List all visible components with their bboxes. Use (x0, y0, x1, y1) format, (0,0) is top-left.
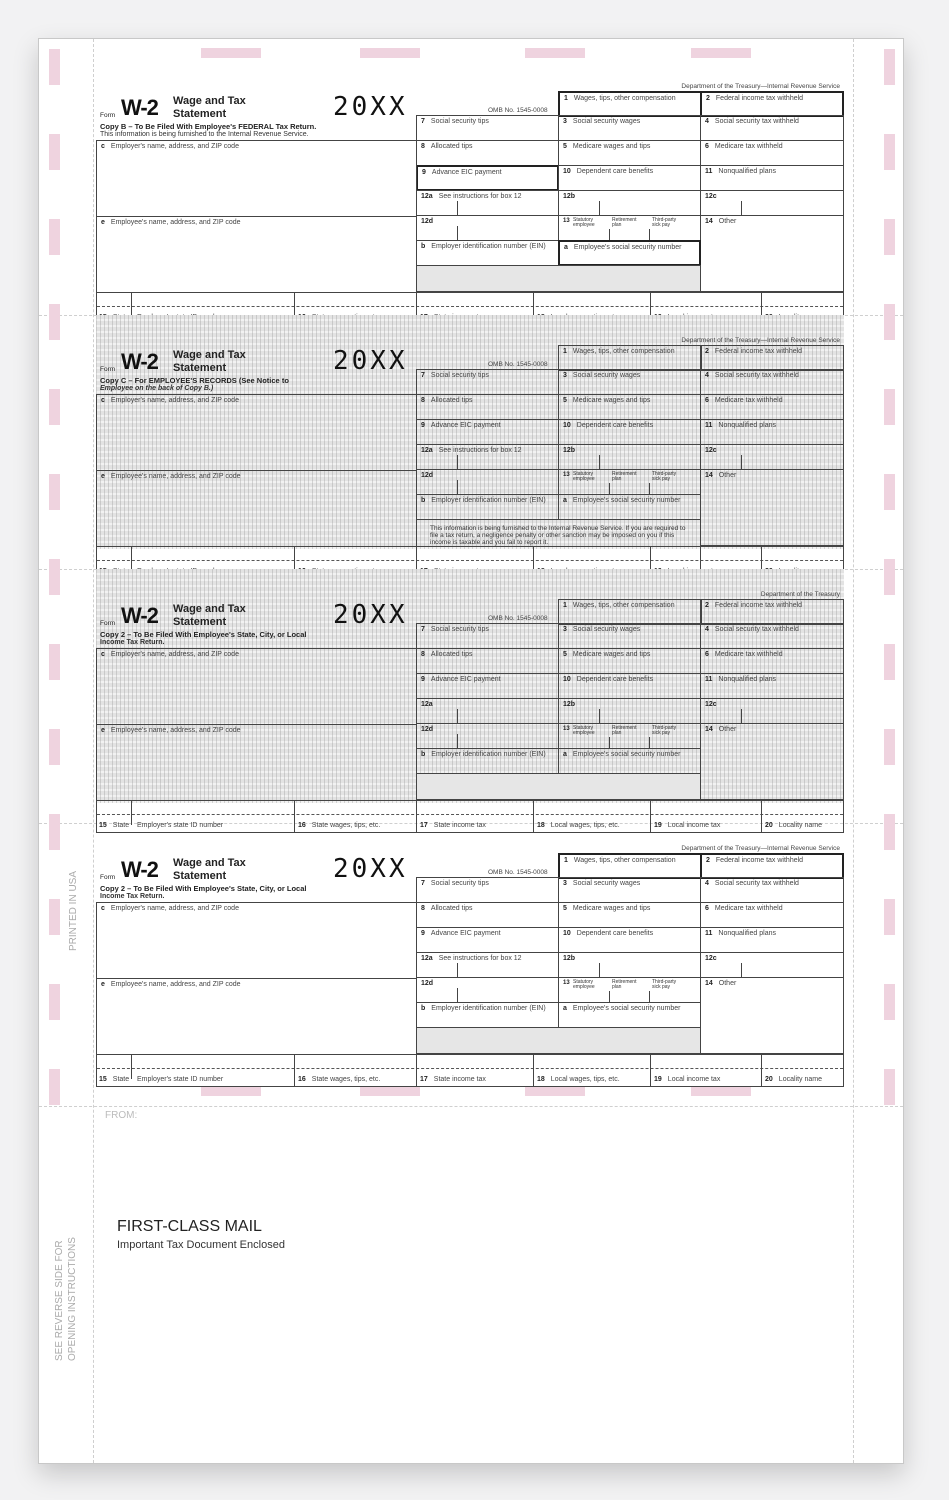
form-title-line1: Wage and Tax (173, 857, 246, 869)
form-title-line2: Statement (173, 870, 227, 882)
box-20-locality[interactable]: 20 Locality name (765, 822, 822, 829)
left-perforation (93, 39, 94, 1463)
box-e-employee-name[interactable]: e Employee's name, address, and ZIP code (96, 724, 417, 801)
box-9-advance-eic[interactable]: 9 Advance EIC payment (416, 927, 559, 953)
box-10-dependent-care[interactable]: 10 Dependent care benefits (558, 927, 701, 953)
department-of-treasury: Department of the Treasury (760, 591, 840, 598)
box-12c[interactable]: 12c (700, 698, 844, 724)
box-15-state-id[interactable]: Employer's state ID number (137, 822, 224, 829)
w2-form-copy (96, 563, 844, 829)
box-1-wages[interactable]: 1 Wages, tips, other compensation (558, 91, 702, 117)
box-4-ss-tax[interactable]: 4 Social security tax withheld (700, 623, 844, 649)
tax-year: 20XX (333, 854, 408, 884)
form-word: Form (100, 620, 116, 627)
box-14-other[interactable]: 14 Other (700, 215, 844, 292)
department-of-treasury: Department of the Treasury—Internal Revenue Service (681, 83, 840, 90)
box-11-nonqualified-plans[interactable]: 11 Nonqualified plans (700, 927, 844, 953)
form-word: Form (100, 874, 116, 881)
box-12c[interactable]: 12c (700, 444, 844, 470)
form-title-line1: Wage and Tax (173, 349, 246, 361)
form-title-line2: Statement (173, 362, 227, 374)
pin-feed-mark (49, 219, 60, 255)
irs-notice-text: This information is being furnished to the Internal Revenue Service. If you are required to file a tax return, a negligence penalty or other sanction may be imposed on you if this income is taxable and you fail to report it. (430, 525, 686, 546)
box-13-checkboxes[interactable]: 13 Statutory employee Retirement plan Third-party sick pay (558, 977, 701, 1003)
pin-feed-mark (884, 1069, 895, 1105)
box-10-dependent-care[interactable]: 10 Dependent care benefits (558, 165, 701, 191)
box-12c[interactable]: 12c (700, 190, 844, 216)
box-7-ss-tips[interactable]: 7 Social security tips (416, 623, 559, 649)
pin-feed-mark (884, 644, 895, 680)
box-8-allocated-tips[interactable]: 8 Allocated tips (416, 902, 559, 928)
copy-designation-line2: Income Tax Return. (100, 639, 165, 646)
pin-feed-mark (884, 304, 895, 340)
box-6-medicare-tax[interactable]: 6 Medicare tax withheld (700, 140, 844, 166)
w2-mailer-sheet (38, 38, 904, 1464)
box-5-medicare-wages[interactable]: 5 Medicare wages and tips (558, 648, 701, 674)
pin-feed-mark (884, 219, 895, 255)
box-11-nonqualified-plans[interactable]: 11 Nonqualified plans (700, 419, 844, 445)
box-9-advance-eic[interactable]: 9 Advance EIC payment (416, 673, 559, 699)
pin-feed-mark (884, 984, 895, 1020)
box-2-federal-tax[interactable]: 2 Federal income tax withheld (700, 599, 844, 625)
box-1-wages[interactable]: 1 Wages, tips, other compensation (558, 599, 702, 625)
omb-number: OMB No. 1545-0008 (488, 107, 548, 114)
box-18-local-wages[interactable]: 18 Local wages, tips, etc. (537, 822, 620, 829)
box-b-ein[interactable]: b Employer identification number (EIN) (416, 1002, 559, 1028)
form-code-w2: W-2 (121, 603, 158, 628)
blank-shaded-area (416, 773, 701, 800)
pin-feed-mark (49, 304, 60, 340)
copy-designation-line1: Copy 2 – To Be Filed With Employee's State, City, or Local (100, 630, 307, 639)
pin-feed-mark (525, 1086, 585, 1096)
box-15-state[interactable]: 15 State (99, 1076, 130, 1083)
pin-feed-mark (49, 899, 60, 935)
retirement-plan-label: Retirement plan (612, 725, 637, 736)
state-local-row (96, 1054, 844, 1087)
box-12c[interactable]: 12c (700, 952, 844, 978)
box-b-ein[interactable]: b Employer identification number (EIN) (416, 240, 559, 266)
box-16-state-wages[interactable]: 16 State wages, tips, etc. (298, 1076, 381, 1083)
box-c-employer-name[interactable]: c Employer's name, address, and ZIP code (96, 394, 417, 471)
pin-feed-mark (49, 389, 60, 425)
box-14-other[interactable]: 14 Other (700, 469, 844, 546)
pin-feed-mark (884, 814, 895, 850)
retirement-plan-label: Retirement plan (612, 471, 637, 482)
box-12d[interactable]: 12d (416, 215, 559, 241)
box-12d[interactable]: 12d (416, 469, 559, 495)
box-20-locality[interactable]: 20 Locality name (765, 1076, 822, 1083)
box-3-ss-wages[interactable]: 3 Social security wages (558, 115, 701, 141)
box-c-employer-name[interactable]: c Employer's name, address, and ZIP code (96, 648, 417, 725)
box-14-other[interactable]: 14 Other (700, 977, 844, 1054)
box-13-checkboxes[interactable]: 13 Statutory employee Retirement plan Third-party sick pay (558, 723, 701, 749)
box-12a[interactable]: 12a See instructions for box 12 (416, 444, 559, 470)
box-12d[interactable]: 12d (416, 977, 559, 1003)
w2-form-copy (96, 55, 844, 295)
pin-feed-mark (691, 1086, 751, 1096)
box-6-medicare-tax[interactable]: 6 Medicare tax withheld (700, 648, 844, 674)
box-12a[interactable]: 12a See instructions for box 12 (416, 952, 559, 978)
box-3-ss-wages[interactable]: 3 Social security wages (558, 623, 701, 649)
form-title-line2: Statement (173, 616, 227, 628)
box-e-employee-name[interactable]: e Employee's name, address, and ZIP code (96, 470, 417, 547)
pin-feed-mark (49, 729, 60, 765)
pin-feed-mark (360, 1086, 420, 1096)
box-17-state-tax[interactable]: 17 State income tax (420, 1076, 486, 1083)
box-6-medicare-tax[interactable]: 6 Medicare tax withheld (700, 902, 844, 928)
copy-designation-line2: This information is being furnished to the Internal Revenue Service. (100, 131, 309, 138)
reverse-line-2: OPENING INSTRUCTIONS (67, 1237, 78, 1361)
box-8-allocated-tips[interactable]: 8 Allocated tips (416, 140, 559, 166)
retirement-plan-label: Retirement plan (612, 217, 637, 228)
form-title-line1: Wage and Tax (173, 95, 246, 107)
pin-feed-mark (49, 134, 60, 170)
copy-designation-line1: Copy C – For EMPLOYEE'S RECORDS (See Notice to (100, 376, 289, 385)
box-4-ss-tax[interactable]: 4 Social security tax withheld (700, 369, 844, 395)
pin-feed-mark (49, 984, 60, 1020)
reverse-side-instructions (53, 1237, 79, 1361)
box-b-ein[interactable]: b Employer identification number (EIN) (416, 748, 559, 774)
pin-feed-mark (49, 814, 60, 850)
statutory-employee-label: Statutory employee (573, 725, 595, 736)
box-c-employer-name[interactable]: c Employer's name, address, and ZIP code (96, 140, 417, 217)
pin-feed-mark (201, 1086, 261, 1096)
box-b-ein[interactable]: b Employer identification number (EIN) (416, 494, 559, 520)
department-of-treasury: Department of the Treasury—Internal Revenue Service (681, 845, 840, 852)
retirement-plan-label: Retirement plan (612, 979, 637, 990)
first-class-mail-title: FIRST-CLASS MAIL (117, 1218, 262, 1235)
printed-in-usa-text: PRINTED IN USA (68, 870, 79, 951)
copy-designation-line1: Copy B – To Be Filed With Employee's FEDERAL Tax Return. (100, 122, 317, 131)
tax-year: 20XX (333, 346, 408, 376)
box-8-allocated-tips[interactable]: 8 Allocated tips (416, 394, 559, 420)
copy-designation-line2: Employee on the back of Copy B.) (100, 385, 214, 392)
copy-designation-line2: Income Tax Return. (100, 893, 165, 900)
box-11-nonqualified-plans[interactable]: 11 Nonqualified plans (700, 673, 844, 699)
omb-number: OMB No. 1545-0008 (488, 615, 548, 622)
box-1-wages[interactable]: 1 Wages, tips, other compensation (558, 853, 702, 879)
box-18-local-wages[interactable]: 18 Local wages, tips, etc. (537, 1076, 620, 1083)
box-e-employee-name[interactable]: e Employee's name, address, and ZIP code (96, 216, 417, 293)
box-2-federal-tax[interactable]: 2 Federal income tax withheld (700, 91, 844, 117)
perforation-line (39, 1106, 903, 1107)
w2-form-copy (96, 309, 844, 549)
box-7-ss-tips[interactable]: 7 Social security tips (416, 115, 559, 141)
box-19-local-tax[interactable]: 19 Local income tax (654, 1076, 721, 1083)
box-5-medicare-wages[interactable]: 5 Medicare wages and tips (558, 902, 701, 928)
box-12d[interactable]: 12d (416, 723, 559, 749)
box-9-advance-eic[interactable]: 9 Advance EIC payment (416, 419, 559, 445)
box-4-ss-tax[interactable]: 4 Social security tax withheld (700, 115, 844, 141)
third-party-sick-pay-label: Third-party sick pay (652, 725, 677, 736)
box-9-advance-eic[interactable]: 9 Advance EIC payment (416, 165, 559, 191)
box-8-allocated-tips[interactable]: 8 Allocated tips (416, 648, 559, 674)
box-2-federal-tax[interactable]: 2 Federal income tax withheld (700, 345, 844, 371)
box-14-other[interactable]: 14 Other (700, 723, 844, 800)
w2-form-copy (96, 817, 844, 1083)
pin-feed-mark (49, 474, 60, 510)
department-of-treasury: Department of the Treasury—Internal Revenue Service (681, 337, 840, 344)
form-code-w2: W-2 (121, 349, 158, 374)
box-13-checkboxes[interactable]: 13 Statutory employee Retirement plan Third-party sick pay (558, 469, 701, 495)
statutory-employee-label: Statutory employee (573, 217, 595, 228)
box-5-medicare-wages[interactable]: 5 Medicare wages and tips (558, 140, 701, 166)
box-12b[interactable]: 12b (558, 698, 701, 724)
box-6-medicare-tax[interactable]: 6 Medicare tax withheld (700, 394, 844, 420)
pin-feed-mark (884, 474, 895, 510)
box-12b[interactable]: 12b (558, 952, 701, 978)
from-label: FROM: (105, 1110, 138, 1121)
form-word: Form (100, 366, 116, 373)
box-13-checkboxes[interactable]: 13 Statutory employee Retirement plan Third-party sick pay (558, 215, 701, 241)
box-12a[interactable]: 12a See instructions for box 12 (416, 190, 559, 216)
box-7-ss-tips[interactable]: 7 Social security tips (416, 877, 559, 903)
third-party-sick-pay-label: Third-party sick pay (652, 979, 677, 990)
omb-number: OMB No. 1545-0008 (488, 361, 548, 368)
right-perforation (853, 39, 854, 1463)
third-party-sick-pay-label: Third-party sick pay (652, 217, 677, 228)
third-party-sick-pay-label: Third-party sick pay (652, 471, 677, 482)
tax-year: 20XX (333, 600, 408, 630)
box-15-state[interactable]: 15 State (99, 822, 130, 829)
box-15-state-id[interactable]: Employer's state ID number (137, 1076, 224, 1083)
pin-feed-mark (884, 134, 895, 170)
box-12a[interactable]: 12a (416, 698, 559, 724)
form-word: Form (100, 112, 116, 119)
tax-year: 20XX (333, 92, 408, 122)
box-11-nonqualified-plans[interactable]: 11 Nonqualified plans (700, 165, 844, 191)
box-a-ssn[interactable]: a Employee's social security number (558, 240, 701, 266)
form-code-w2: W-2 (121, 857, 158, 882)
pin-feed-mark (884, 49, 895, 85)
pin-feed-mark (884, 899, 895, 935)
box-a-ssn[interactable]: a Employee's social security number (558, 1002, 701, 1028)
box-a-ssn[interactable]: a Employee's social security number (558, 494, 701, 520)
copy-designation-line1: Copy 2 – To Be Filed With Employee's State, City, or Local (100, 884, 307, 893)
pin-feed-mark (884, 389, 895, 425)
box-c-employer-name[interactable]: c Employer's name, address, and ZIP code (96, 902, 417, 979)
box-17-state-tax[interactable]: 17 State income tax (420, 822, 486, 829)
box-19-local-tax[interactable]: 19 Local income tax (654, 822, 721, 829)
statutory-employee-label: Statutory employee (573, 471, 595, 482)
reverse-line-1: SEE REVERSE SIDE FOR (54, 1240, 65, 1361)
form-title-line1: Wage and Tax (173, 603, 246, 615)
blank-shaded-area (416, 1027, 701, 1054)
box-7-ss-tips[interactable]: 7 Social security tips (416, 369, 559, 395)
pin-feed-mark (884, 559, 895, 595)
box-12b[interactable]: 12b (558, 190, 701, 216)
box-16-state-wages[interactable]: 16 State wages, tips, etc. (298, 822, 381, 829)
box-1-wages[interactable]: 1 Wages, tips, other compensation (558, 345, 702, 371)
pin-feed-mark (49, 559, 60, 595)
pin-feed-mark (49, 644, 60, 680)
box-3-ss-wages[interactable]: 3 Social security wages (558, 369, 701, 395)
box-e-employee-name[interactable]: e Employee's name, address, and ZIP code (96, 978, 417, 1055)
box-4-ss-tax[interactable]: 4 Social security tax withheld (700, 877, 844, 903)
blank-shaded-area (416, 265, 701, 292)
form-title-line2: Statement (173, 108, 227, 120)
pin-feed-mark (49, 49, 60, 85)
box-3-ss-wages[interactable]: 3 Social security wages (558, 877, 701, 903)
statutory-employee-label: Statutory employee (573, 979, 595, 990)
form-code-w2: W-2 (121, 95, 158, 120)
box-12b[interactable]: 12b (558, 444, 701, 470)
pin-feed-mark (49, 1069, 60, 1105)
box-10-dependent-care[interactable]: 10 Dependent care benefits (558, 673, 701, 699)
box-5-medicare-wages[interactable]: 5 Medicare wages and tips (558, 394, 701, 420)
tax-document-subtitle: Important Tax Document Enclosed (117, 1239, 285, 1251)
pin-feed-mark (884, 729, 895, 765)
box-2-federal-tax[interactable]: 2 Federal income tax withheld (700, 853, 844, 879)
box-10-dependent-care[interactable]: 10 Dependent care benefits (558, 419, 701, 445)
box-a-ssn[interactable]: a Employee's social security number (558, 748, 701, 774)
omb-number: OMB No. 1545-0008 (488, 869, 548, 876)
